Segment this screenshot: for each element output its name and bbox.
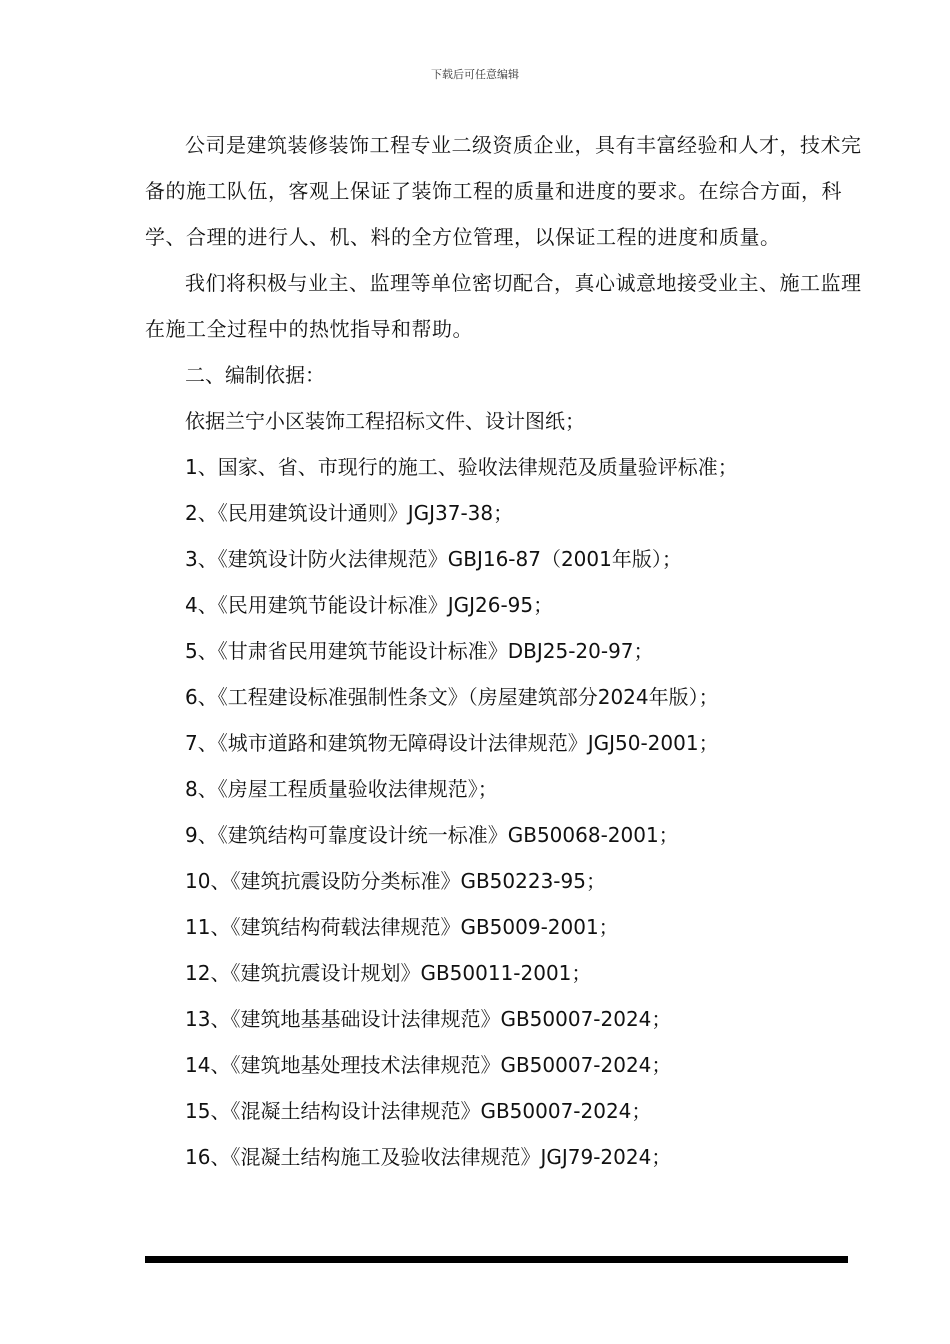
basis-item: 2、《民用建筑设计通则》JGJ37-38； <box>185 501 514 525</box>
document-body <box>145 122 865 1180</box>
basis-item: 9、《建筑结构可靠度设计统一标准》GB50068-2001； <box>185 823 679 847</box>
basis-item: 8、《房屋工程质量验收法律规范》； <box>185 777 498 801</box>
basis-item: 13、《建筑地基基础设计法律规范》GB50007-2024； <box>185 1007 672 1031</box>
basis-item: 15、《混凝土结构设计法律规范》GB50007-2024； <box>185 1099 652 1123</box>
basis-item: 6、《工程建设标准强制性条文》（房屋建筑部分2024年版）； <box>185 685 719 709</box>
basis-item: 10、《建筑抗震设防分类标准》GB50223-95； <box>185 869 606 893</box>
basis-item: 1、国家、省、市现行的施工、验收法律规范及质量验评标准； <box>185 455 738 479</box>
basis-item: 11、《建筑结构荷载法律规范》GB5009-2001； <box>185 915 619 939</box>
section-heading-basis: 二、编制依据： <box>185 363 325 387</box>
basis-intro: 依据兰宁小区装饰工程招标文件、设计图纸； <box>185 409 585 433</box>
basis-item: 12、《建筑抗震设计规划》GB50011-2001； <box>185 961 592 985</box>
basis-item: 16、《混凝土结构施工及验收法律规范》JGJ79-2024； <box>185 1145 672 1169</box>
basis-item: 4、《民用建筑节能设计标准》JGJ26-95； <box>185 593 554 617</box>
basis-item: 3、《建筑设计防火法律规范》GBJ16-87（2001年版）； <box>185 547 682 571</box>
paragraph-cooperation: 我们将积极与业主、监理等单位密切配合，真心诚意地接受业主、施工监理在施工全过程中的热忱指导和帮助。 <box>145 271 862 341</box>
footer-divider <box>145 1256 848 1263</box>
page-header-note: 下载后可任意编辑 <box>431 68 519 81</box>
basis-item: 14、《建筑地基处理技术法律规范》GB50007-2024； <box>185 1053 672 1077</box>
basis-item: 7、《城市道路和建筑物无障碍设计法律规范》JGJ50-2001； <box>185 731 719 755</box>
paragraph-company-intro: 公司是建筑装修装饰工程专业二级资质企业，具有丰富经验和人才，技术完备的施工队伍，客观上保证了装饰工程的质量和进度的要求。在综合方面，科学、合理的进行人、机、料的全方位管理，以保证工程的进度和质量。 <box>145 133 862 249</box>
basis-item: 5、《甘肃省民用建筑节能设计标准》DBJ25-20-97； <box>185 639 654 663</box>
